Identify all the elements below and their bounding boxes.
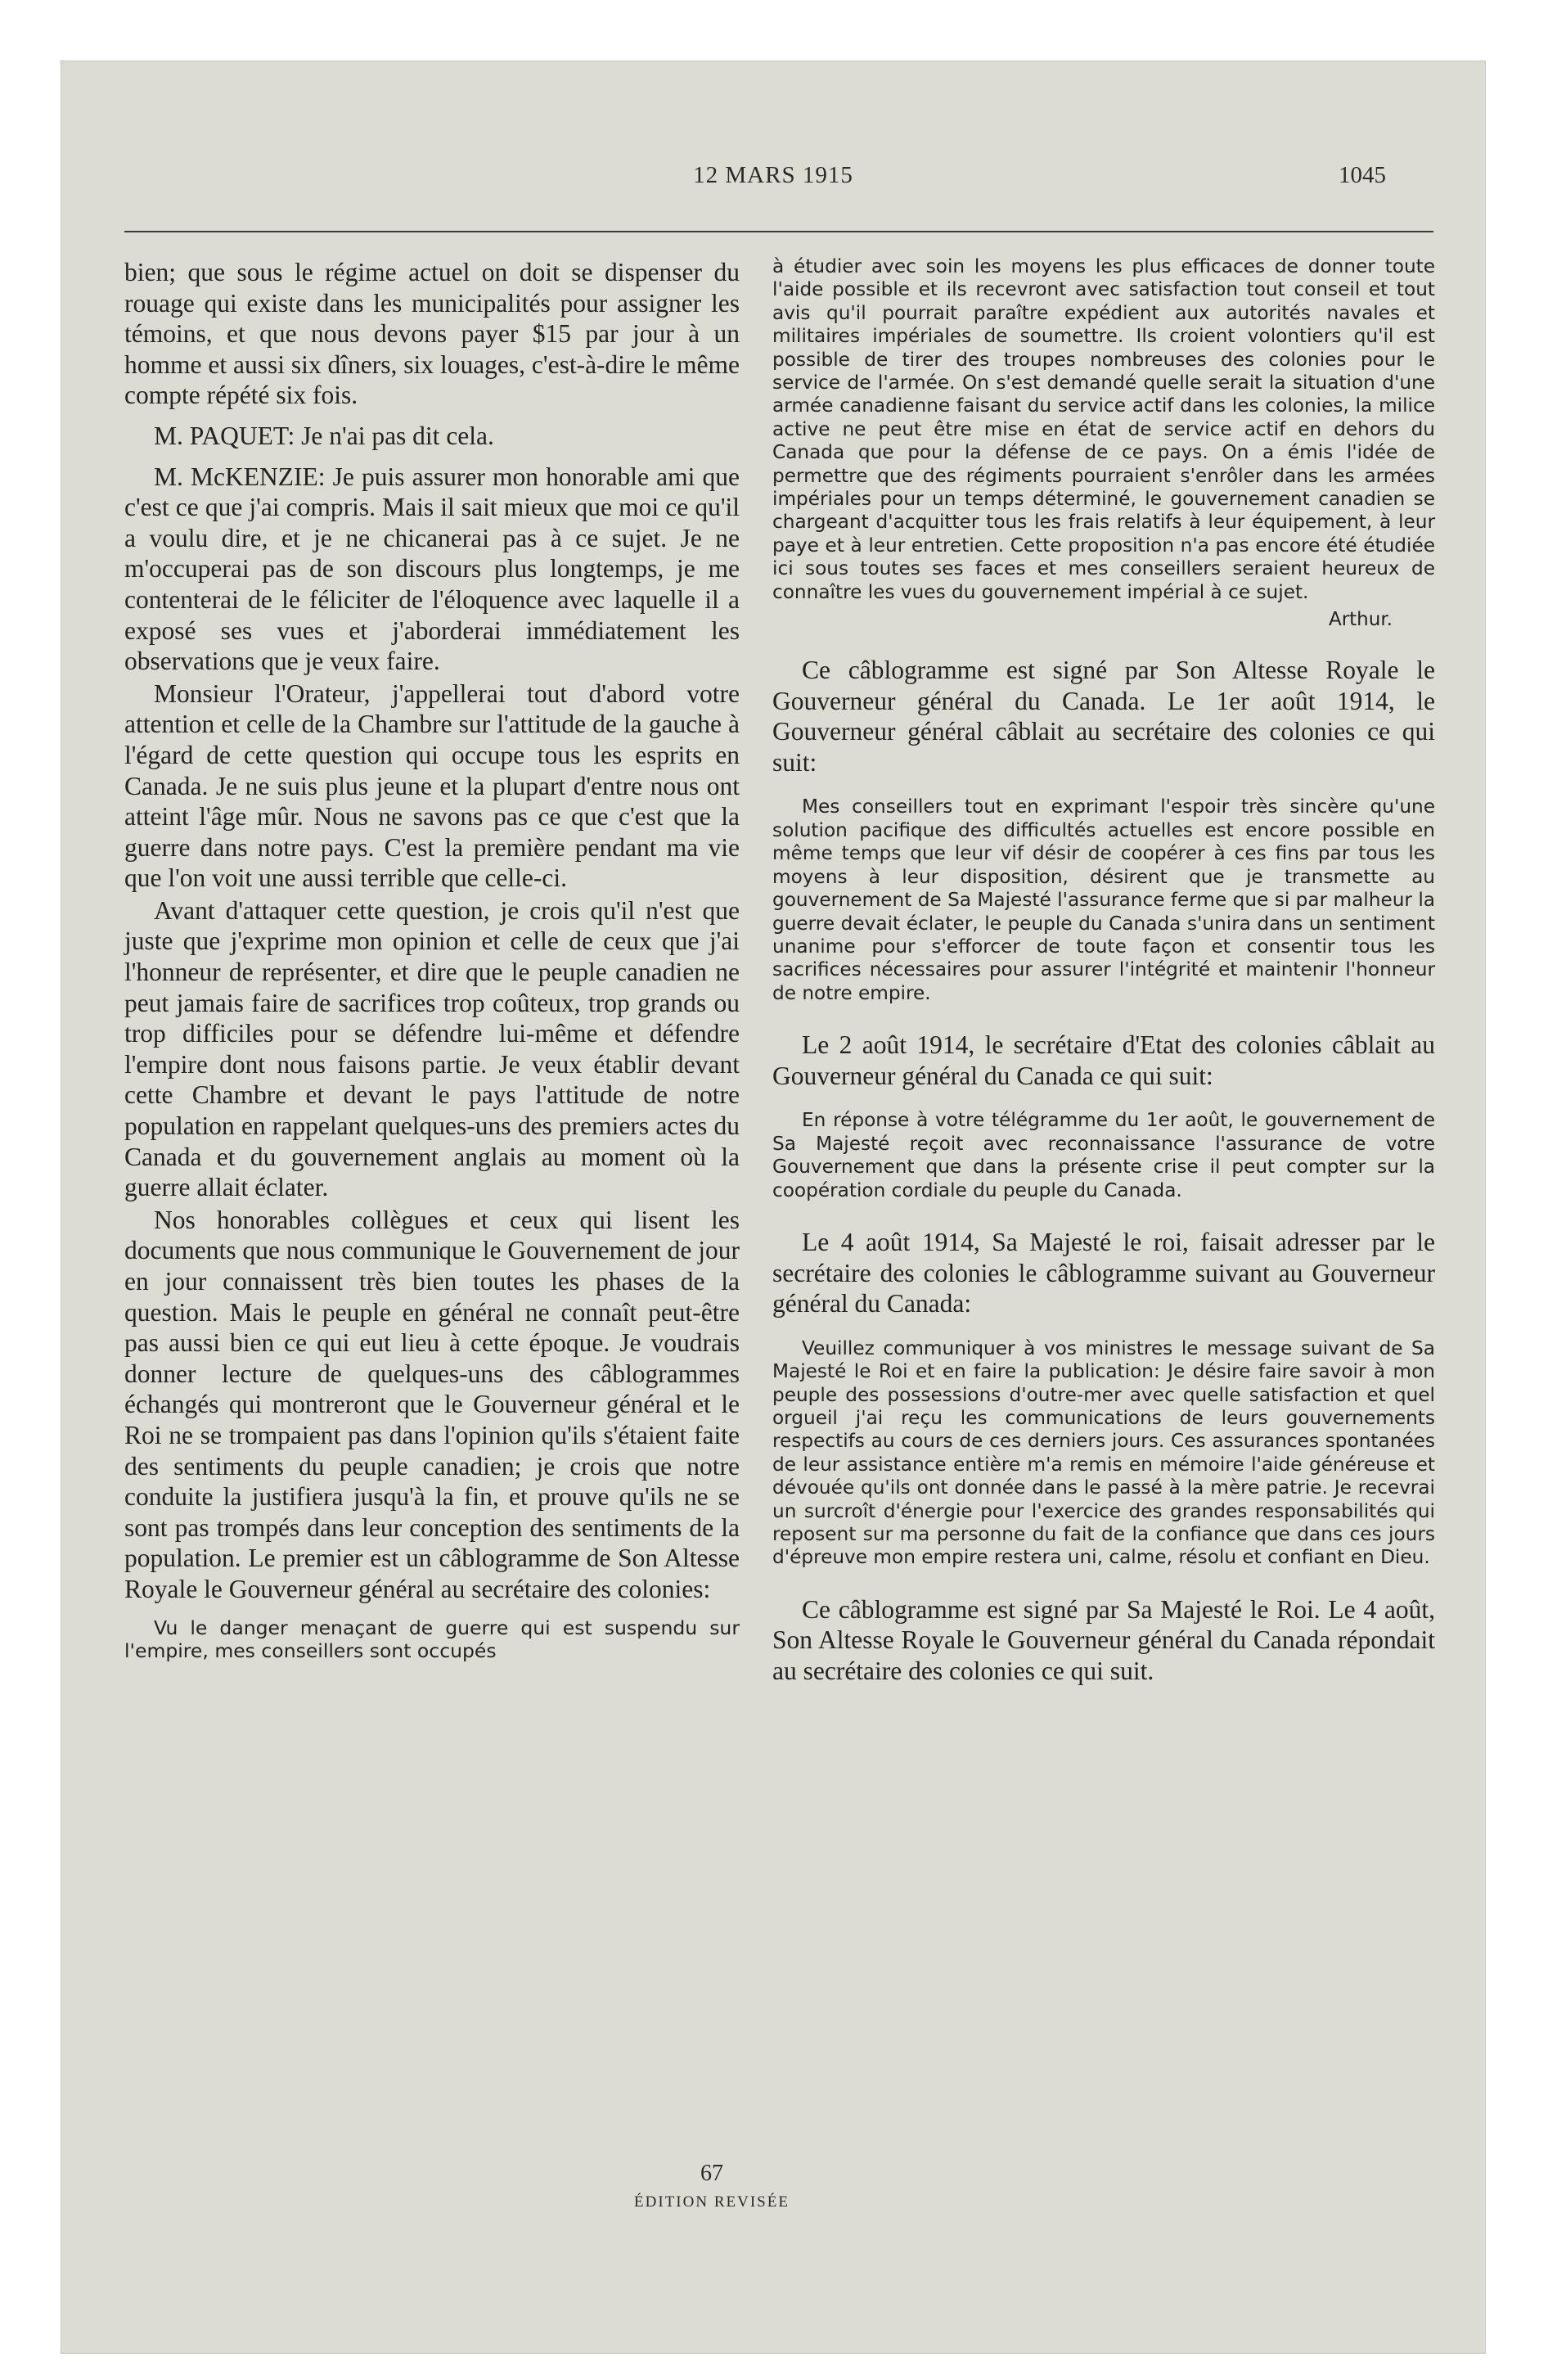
paragraph-avant: Avant d'attaquer cette question, je crois qu'il n'est que juste que j'exprime mon opinion et celle de ceux que j'ai l'honneur de représenter, et dire que le peuple canadien ne peut jamais faire de sacrifices trop coûteux, trop grands ou trop difficiles pour se défendre lui-même et défendre l'empire dont nous faisons partie. Je veux établir devant cette Chambre et devant le pays l'attitude de notre population en rappelant quelques-uns des premiers actes du Canada et du gouvernement anglais au moment où la guerre allait éclater. — [124, 895, 740, 1202]
header-rule — [124, 231, 1433, 232]
cablegram-quote-start: Vu le danger menaçant de guerre qui est suspendu sur l'empire, mes conseillers sont occupés — [124, 1616, 740, 1662]
header-page-number: 1045 — [1339, 162, 1386, 188]
paragraph-mckenzie: M. McKENZIE: Je puis assurer mon honorable ami que c'est ce que j'ai compris. Mais il sait mieux que moi ce qu'il a voulu dire, et je ne chicanerai pas à ce sujet. Je ne m'occuperai pas de son discours plus longtemps, je me contenterai de le féliciter de l'éloquence avec laquelle il a exposé ses vues et j'aborderai immédiatement les observations que je veux faire. — [124, 462, 740, 676]
right-column — [772, 255, 1435, 1687]
edition-label: ÉDITION REVISÉE — [634, 2193, 790, 2211]
left-column — [124, 257, 740, 1662]
paragraph-narrative-1: Ce câblogramme est signé par Son Altesse Royale le Gouverneur général du Canada. Le 1er août 1914, le Gouverneur général câblait au secrétaire des colonies ce qui suit: — [772, 656, 1435, 777]
paragraph-paquet: M. PAQUET: Je n'ai pas dit cela. — [154, 421, 494, 450]
page-footer — [61, 2161, 1486, 2211]
folio-number: 67 — [700, 2161, 723, 2186]
signature: Arthur. — [1328, 609, 1393, 631]
paragraph-orateur: Monsieur l'Orateur, j'appellerai tout d'abord votre attention et celle de la Chambre sur l'attitude de la gauche à l'égard de cette question qui occupe tous les esprits en Canada. Je ne suis plus jeune et la plupart d'entre nous ont atteint l'âge mûr. Nous ne savons pas ce que c'est que la guerre dans notre pays. C'est la première pendant ma vie que l'on voit une aussi terrible que celle-ci. — [124, 678, 740, 893]
paragraph-narrative-4: Ce câblogramme est signé par Sa Majesté le Roi. Le 4 août, Son Altesse Royale le Gouverneur général du Canada répondait au secrétaire des colonies ce qui suit. — [772, 1594, 1435, 1685]
paragraph-continuation: bien; que sous le régime actuel on doit se dispenser du rouage qui existe dans les municipalités pour assigner les témoins, et que nous devons payer $15 par jour à un homme et aussi six dîners, six louages, c'est-à-dire le même compte répété six fois. — [124, 258, 740, 410]
scanned-page — [61, 61, 1486, 2354]
paragraph-narrative-3: Le 4 août 1914, Sa Majesté le roi, faisait adresser par le secrétaire des colonies le câblogramme suivant au Gouverneur général du Canada: — [772, 1227, 1435, 1318]
cablegram-quote-2: Mes conseillers tout en exprimant l'espoir très sincère qu'une solution pacifique des difficultés actuelles est encore possible en même temps que leur vif désir de coopérer à ces fins par tous les moyens à leur disposition, désirent que je transmette au gouvernement de Sa Majesté l'assurance ferme que si par malheur la guerre devait éclater, le peuple du Canada s'unira dans un sentiment unanime pour s'efforcer de toute façon et consentir tous les sacrifices nécessaires pour assurer l'intégrité et maintenir l'honneur de notre empire. — [772, 796, 1435, 1004]
cablegram-quote-3: En réponse à votre télégramme du 1er août, le gouvernement de Sa Majesté reçoit avec reconnaissance l'assurance de votre Gouvernement que dans la présente crise il peut compter sur la coopération cordiale du peuple du Canada. — [772, 1109, 1435, 1201]
paragraph-narrative-2: Le 2 août 1914, le secrétaire d'Etat des colonies câblait au Gouverneur général du Canada ce qui suit: — [772, 1030, 1435, 1090]
cablegram-quote-continuation: à étudier avec soin les moyens les plus efficaces de donner toute l'aide possible et ils recevront avec satisfaction tout conseil et tout avis qu'il pourrait paraître expédient aux autorités navales et militaires impériales de soumettre. Ils croient volontiers qu'il est possible de tirer des troupes nombreuses des colonies pour le service de l'armée. On s'est demandé quelle serait la situation d'une armée canadienne faisant du service actif dans les colonies, la milice active ne peut être mise en état de service actif en dehors du Canada que pour la défense de ce pays. On a émis l'idée de permettre que des régiments pourraient s'enrôler dans les armées impériales pour un temps déterminé, le gouvernement canadien se chargeant d'acquitter tous les frais relatifs à leur équipement, à leur paye et à leur entretien. Cette proposition n'a pas encore été étudiée ici sous toutes ses faces et mes conseillers seraient heureux de connaître les vues du gouvernement impérial à ce sujet. — [772, 255, 1435, 603]
cablegram-quote-4: Veuillez communiquer à vos ministres le message suivant de Sa Majesté le Roi et en faire la publication: Je désire faire savoir à mon peuple des possessions d'outre-mer avec quelle satisfaction et quel orgueil j'ai reçu les communications de leurs gouvernements respectifs au cours de ces derniers jours. Ces assurances spontanées de leur assistance entière m'a remis en mémoire l'aide généreuse et dévouée qu'ils ont donnée dans le passé à la mère patrie. Je recevrai un surcroît d'énergie pour l'exercice des grandes responsabilités qui reposent sur ma personne du fait de la confiance que dans ces jours d'épreuve mon empire restera uni, calme, résolu et confiant en Dieu. — [772, 1336, 1435, 1569]
paragraph-collegues: Nos honorables collègues et ceux qui lisent les documents que nous communique le Gouvernement de jour en jour connaissent très bien toutes les phases de la question. Mais le peuple en général ne connaît peut-être pas aussi bien ce qui eut lieu à cette époque. Je voudrais donner lecture de quelques-uns des câblogrammes échangés qui montreront que le Gouverneur général et le Roi ne se trompaient pas dans l'opinion qu'ils s'étaient faite des sentiments du peuple canadien; je crois que notre conduite la justifiera jusqu'à la fin, et prouve qu'ils ne se sont pas trompés dans leur conception des sentiments de la population. Le premier est un câblogramme de Son Altesse Royale le Gouverneur général au secrétaire des colonies: — [124, 1205, 740, 1603]
running-head — [61, 162, 1486, 195]
header-date: 12 MARS 1915 — [693, 162, 853, 188]
